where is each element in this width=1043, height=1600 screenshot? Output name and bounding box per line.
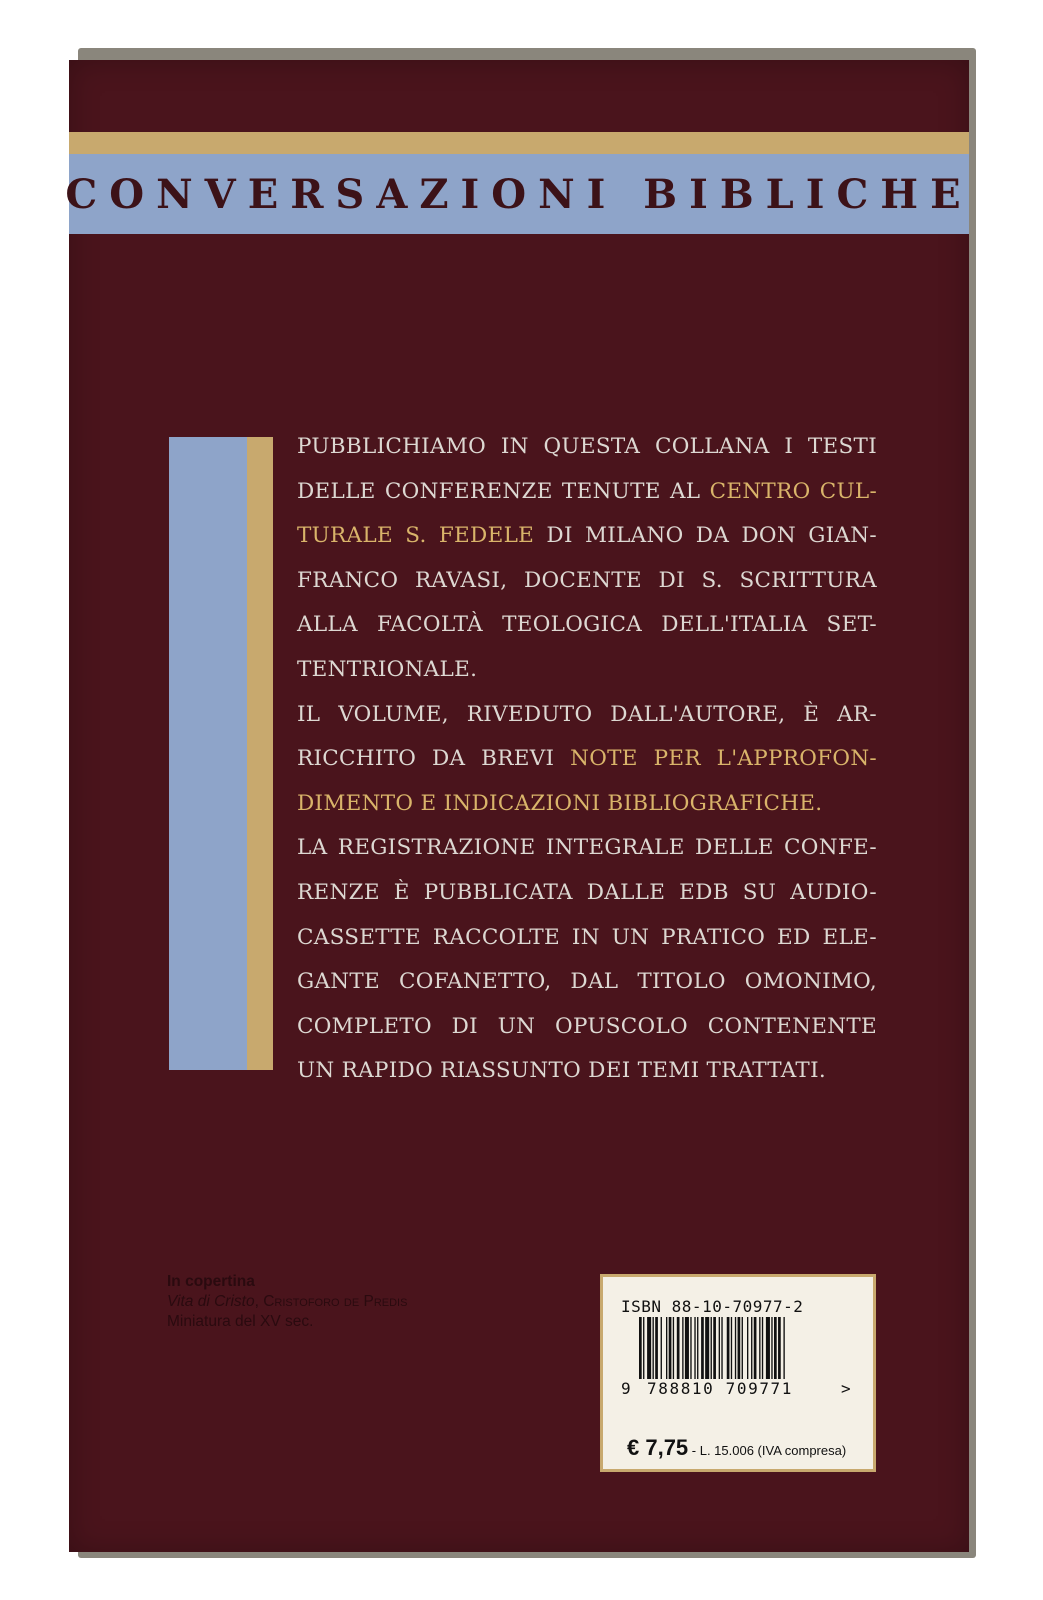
barcode-bar [754, 1317, 757, 1379]
barcode-bar [661, 1317, 662, 1379]
barcode-bar [742, 1317, 743, 1379]
blurb-line: CASSETTE RACCOLTE IN UN PRATICO ED ELE- [297, 924, 877, 950]
ean-digits: 788810 709771 [647, 1379, 794, 1398]
barcode-bar [653, 1317, 654, 1379]
credits-author: Cristoforo de Predis [263, 1293, 408, 1310]
isbn-label: ISBN 88-10-70977-2 [621, 1297, 804, 1316]
barcode-bar [639, 1317, 642, 1379]
highlight-text: NOTE PER L'APPROFON- [570, 746, 877, 772]
blurb-text [297, 425, 877, 1094]
barcode-bar [778, 1317, 781, 1379]
series-title: CONVERSAZIONI BIBLICHE [65, 170, 973, 218]
highlight-text: DIMENTO E INDICAZIONI BIBLIOGRAFICHE. [297, 790, 823, 816]
blurb-line: ALLA FACOLTÀ TEOLOGICA DELL'ITALIA SET- [297, 612, 877, 638]
barcode-bar [690, 1317, 691, 1379]
barcode-bar [666, 1317, 667, 1379]
price-lire: - L. 15.006 (IVA compresa) [688, 1443, 847, 1458]
decorative-gold-bar [247, 437, 273, 1070]
barcode-bar [719, 1317, 720, 1379]
barcode-bar [762, 1317, 763, 1379]
blurb-line: RENZE È PUBBLICATA DALLE EDB SU AUDIO- [297, 879, 877, 905]
credits-title: In copertina [167, 1273, 255, 1290]
barcode-bar [766, 1317, 770, 1379]
highlight-text: TURALE S. FEDELE [297, 523, 535, 549]
blurb-line [297, 782, 877, 827]
blurb-line: TENTRIONALE. [297, 656, 478, 682]
blurb-line: COMPLETO DI UN OPUSCOLO CONTENENTE [297, 1013, 877, 1039]
barcode-bar [669, 1317, 672, 1379]
barcode-bar [738, 1317, 741, 1379]
blurb-line: UN RAPIDO RIASSUNTO DEI TEMI TRATTATI. [297, 1058, 826, 1084]
blurb-line: GANTE COFANETTO, DAL TITOLO OMONIMO, [297, 969, 877, 995]
barcode-bar [751, 1317, 752, 1379]
barcode-bar [774, 1317, 777, 1379]
barcode [639, 1317, 839, 1387]
price-row [627, 1435, 846, 1461]
ean-arrow: > [841, 1379, 851, 1398]
series-band [65, 154, 973, 234]
blurb-line: TURALE S. FEDELE DI MILANO DA DON GIAN- [297, 523, 877, 549]
blurb-line: LA REGISTRAZIONE INTEGRALE DELLE CONFE- [297, 835, 877, 861]
barcode-bar [685, 1317, 689, 1379]
barcode-bar [731, 1317, 732, 1379]
barcode-bar [713, 1317, 716, 1379]
credits-line: Vita di Cristo, Cristoforo de Predis [167, 1293, 408, 1310]
decorative-blue-bar [169, 437, 247, 1070]
barcode-bar [701, 1317, 704, 1379]
isbn-barcode-box [600, 1274, 876, 1472]
highlight-text: CENTRO CUL- [709, 478, 878, 504]
barcode-bar [759, 1317, 760, 1379]
barcode-bar [705, 1317, 709, 1379]
barcode-bar [747, 1317, 748, 1379]
blurb-line: PUBBLICHIAMO IN QUESTA COLLANA I TESTI [297, 434, 877, 459]
barcode-bar [643, 1317, 644, 1379]
gold-band [69, 132, 969, 154]
barcode-bar [697, 1317, 698, 1379]
ean-first-digit: 9 [621, 1379, 631, 1398]
barcode-bar [783, 1317, 784, 1379]
blurb-line: FRANCO RAVASI, DOCENTE DI S. SCRITTURA [297, 567, 877, 593]
credits-description: Miniatura del XV sec. [167, 1313, 314, 1330]
barcode-bar [727, 1317, 730, 1379]
blurb-line: RICCHITO DA BREVI NOTE PER L'APPROFON- [297, 746, 877, 772]
barcode-bar [711, 1317, 712, 1379]
barcode-bar [677, 1317, 680, 1379]
cover-credits [167, 1272, 507, 1332]
barcode-bar [647, 1317, 651, 1379]
credits-work: Vita di Cristo [167, 1293, 255, 1310]
blurb-line: DELLE CONFERENZE TENUTE AL CENTRO CUL- [297, 478, 878, 504]
blurb-line: IL VOLUME, RIVEDUTO DALL'AUTORE, È AR- [297, 701, 877, 727]
barcode-bar [735, 1317, 736, 1379]
barcode-bar [771, 1317, 772, 1379]
barcode-bar [694, 1317, 695, 1379]
price-euro: € 7,75 [627, 1435, 689, 1460]
barcode-bar [655, 1317, 658, 1379]
barcode-bar [721, 1317, 722, 1379]
barcode-bar [673, 1317, 674, 1379]
barcode-bar [682, 1317, 683, 1379]
